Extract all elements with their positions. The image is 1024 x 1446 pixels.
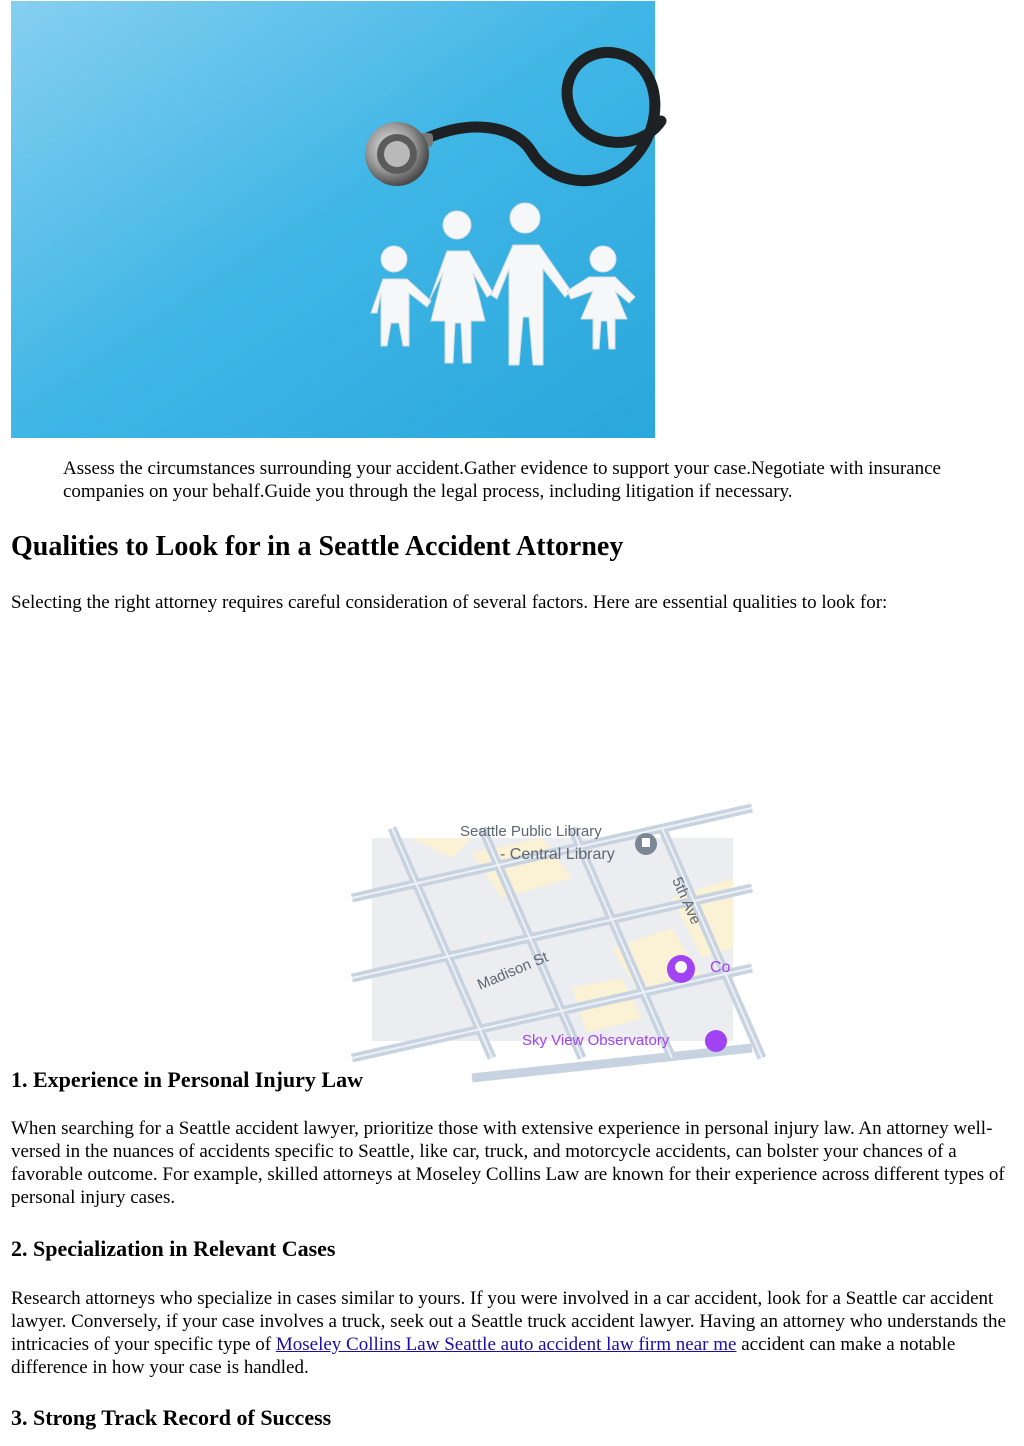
- section-2-heading: 2. Specialization in Relevant Cases: [11, 1236, 336, 1261]
- intro-text: Assess the circumstances surrounding your accident.Gather evidence to support your case.Negotiate with insurance companies on your behalf.Guide you through the legal process, including litigation if necessary.: [63, 458, 941, 502]
- hero-image: [11, 1, 655, 438]
- intro-paragraph: Selecting the right attorney requires careful consideration of several factors. Here are essential qualities to look for:: [11, 592, 888, 613]
- observatory-pin-icon: [705, 1030, 727, 1052]
- poi-pin-icon: [667, 955, 695, 983]
- map-label-library-line2: - Central Library: [500, 846, 615, 863]
- map-label-5th-ave: 5th Ave: [668, 874, 705, 928]
- map-label-poi: Co: [710, 959, 731, 976]
- section-2-body-before: Research attorneys who specialize in cases similar to yours. If you were involved in a car accident, look for a Seattle car accident lawyer. Conversely, if your case involves a truck, seek out a Seattle truck accident lawyer. Having an attorney who understands the intricacies of your specific type of: [11, 1288, 1006, 1355]
- map-label-madison: Madison St: [474, 948, 551, 994]
- map-embed[interactable]: [372, 823, 733, 1049]
- map-label-observatory: Sky View Observatory: [522, 1032, 670, 1049]
- page-heading: Qualities to Look for in a Seattle Accident Attorney: [11, 531, 624, 562]
- map-label-library-line1: Seattle Public Library: [460, 823, 602, 840]
- section-3-heading: 3. Strong Track Record of Success: [11, 1405, 332, 1430]
- library-pin-icon: [635, 833, 657, 855]
- section-2-body: [11, 1287, 1011, 1379]
- section-2-body-after: accident can make a notable difference in how your case is handled.: [11, 1334, 956, 1378]
- law-firm-link[interactable]: Moseley Collins Law Seattle auto accident law firm near me: [275, 1334, 737, 1355]
- section-1-heading: 1. Experience in Personal Injury Law: [11, 1067, 363, 1092]
- section-1-body: When searching for a Seattle accident lawyer, prioritize those with extensive experience in personal injury law. An attorney well-versed in the nuances of accidents specific to Seattle, like car, truck, and motorcycle accidents, can bolster your chances of a favorable outcome. For example, skilled attorneys at Moseley Collins Law are known for their experience across different types of personal injury cases.: [11, 1118, 1005, 1208]
